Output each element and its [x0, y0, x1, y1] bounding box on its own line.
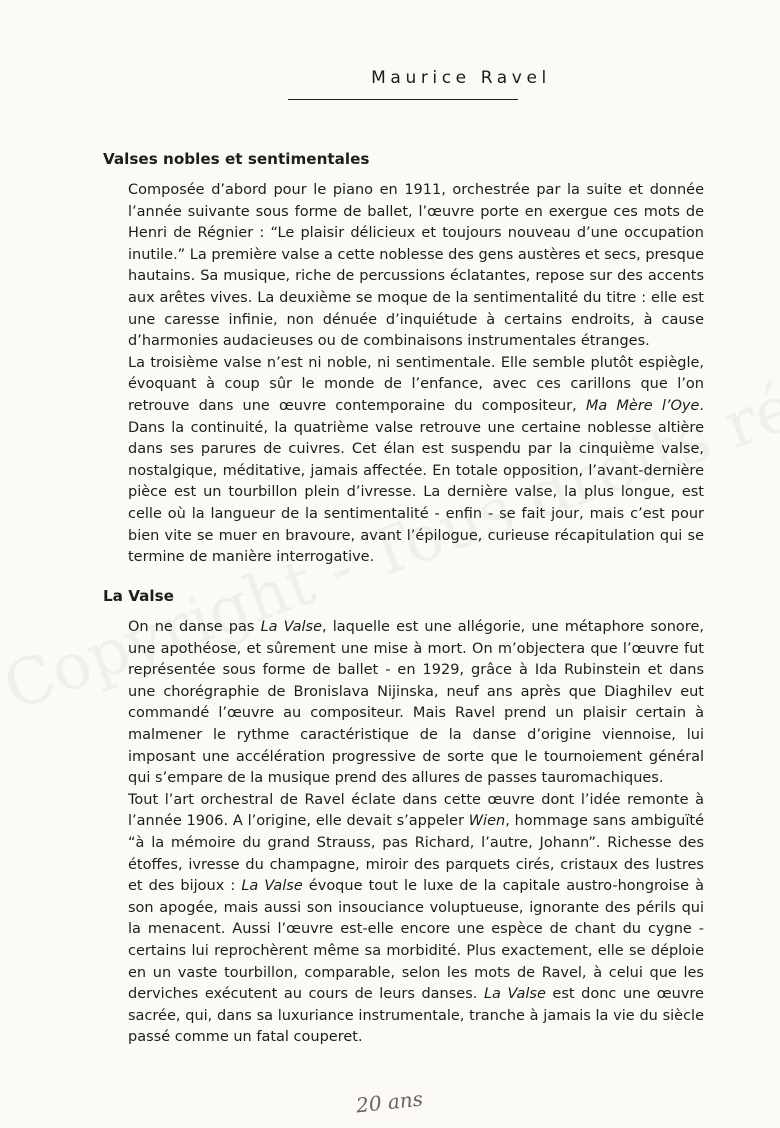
paragraph: Tout l’art orchestral de Ravel éclate dans cette œuvre dont l’idée remonte à l’année 1906. A l’origine, elle devait s’appeler Wien, hommage sans ambiguïté “à la mémoire du grand Strauss, pas Richard, l’autre, Johann”. Richesse des étoffes, ivresse du champagne, miroir des parquets cirés, cristaux des lustres et des bijoux : La Valse évoque tout le luxe de la capitale austro-hongroise à son apogée, mais aussi son insouciance voluptueuse, ignorante des périls qui la menacent. Aussi l’œuvre est-elle encore une espèce de chant du cygne - certains lui reprochèrent même sa morbidité. Plus exactement, elle se déploie en un vaste tourbillon, comparable, selon les mots de Ravel, à celui que les derviches exécutent au cours de leurs danses. La Valse est donc une œuvre sacrée, qui, dans sa luxuriance instrumentale, tranche à jamais la vie du siècle passé comme un fatal couperet. — [128, 791, 704, 1046]
header-rule — [288, 99, 518, 100]
paragraph: Composée d’abord pour le piano en 1911, orchestrée par la suite et donnée l’année suivante sous forme de ballet, l’œuvre porte en exergue ces mots de Henri de Régnier : “Le plaisir délicieux et toujours nouveau d’une occupation inutile.” La première valse a cette noblesse des gens austères et secs, presque hautains. Sa musique, riche de percussions éclatantes, repose sur des accents aux arêtes vives. La deuxième se moque de la sentimentalité du titre : elle est une caresse infinie, non dénuée d’inquiétude à certains endroits, à cause d’harmonies audacieuses ou de combinaisons instrumentales étranges. — [128, 182, 704, 350]
paragraph: La troisième valse n’est ni noble, ni sentimentale. Elle semble plutôt espiègle, évoquant à coup sûr le monde de l’enfance, avec ces carillons que l’on retrouve dans une œuvre contemporaine du compositeur, Ma Mère l’Oye. Dans la continuité, la quatrième valse retrouve une certaine noblesse altière dans ses parures de cuivres. Cet élan est suspendu par la cinquième valse, nostalgique, méditative, jamais affectée. En totale opposition, l’avant-dernière pièce est un tourbillon plein d’ivresse. La dernière valse, la plus longue, est celle où la langueur de la sentimentalité - enfin - se fait jour, mais c’est pour bien vite se muer en bravoure, avant l’épilogue, curieuse récapitulation qui se termine de manière interrogative. — [128, 354, 704, 566]
handwritten-signature: 20 ans — [354, 1086, 424, 1118]
section-body-valses-nobles — [128, 180, 704, 569]
page-header — [0, 68, 780, 88]
section-title-valses-nobles: Valses nobles et sentimentales — [103, 150, 370, 168]
page-title: Maurice Ravel — [371, 68, 551, 88]
section-title-la-valse: La Valse — [103, 587, 174, 605]
paragraph: On ne danse pas La Valse, laquelle est une allégorie, une métaphore sonore, une apothéose, et sûrement une mise à mort. On m’objectera que l’œuvre fut représentée sous forme de ballet - en 1929, grâce à Ida Rubinstein et dans une chorégraphie de Bronislava Nijinska, neuf ans après que Diaghilev eut commandé l’œuvre au compositeur. Mais Ravel prend un plaisir certain à malmener le rythme caractéristique de la danse d’origine viennoise, lui imposant une accélération progressive de sorte que le tournoiement général qui s’empare de la musique prend des allures de passes tauromachiques. — [128, 619, 704, 787]
section-body-la-valse — [128, 617, 704, 1049]
